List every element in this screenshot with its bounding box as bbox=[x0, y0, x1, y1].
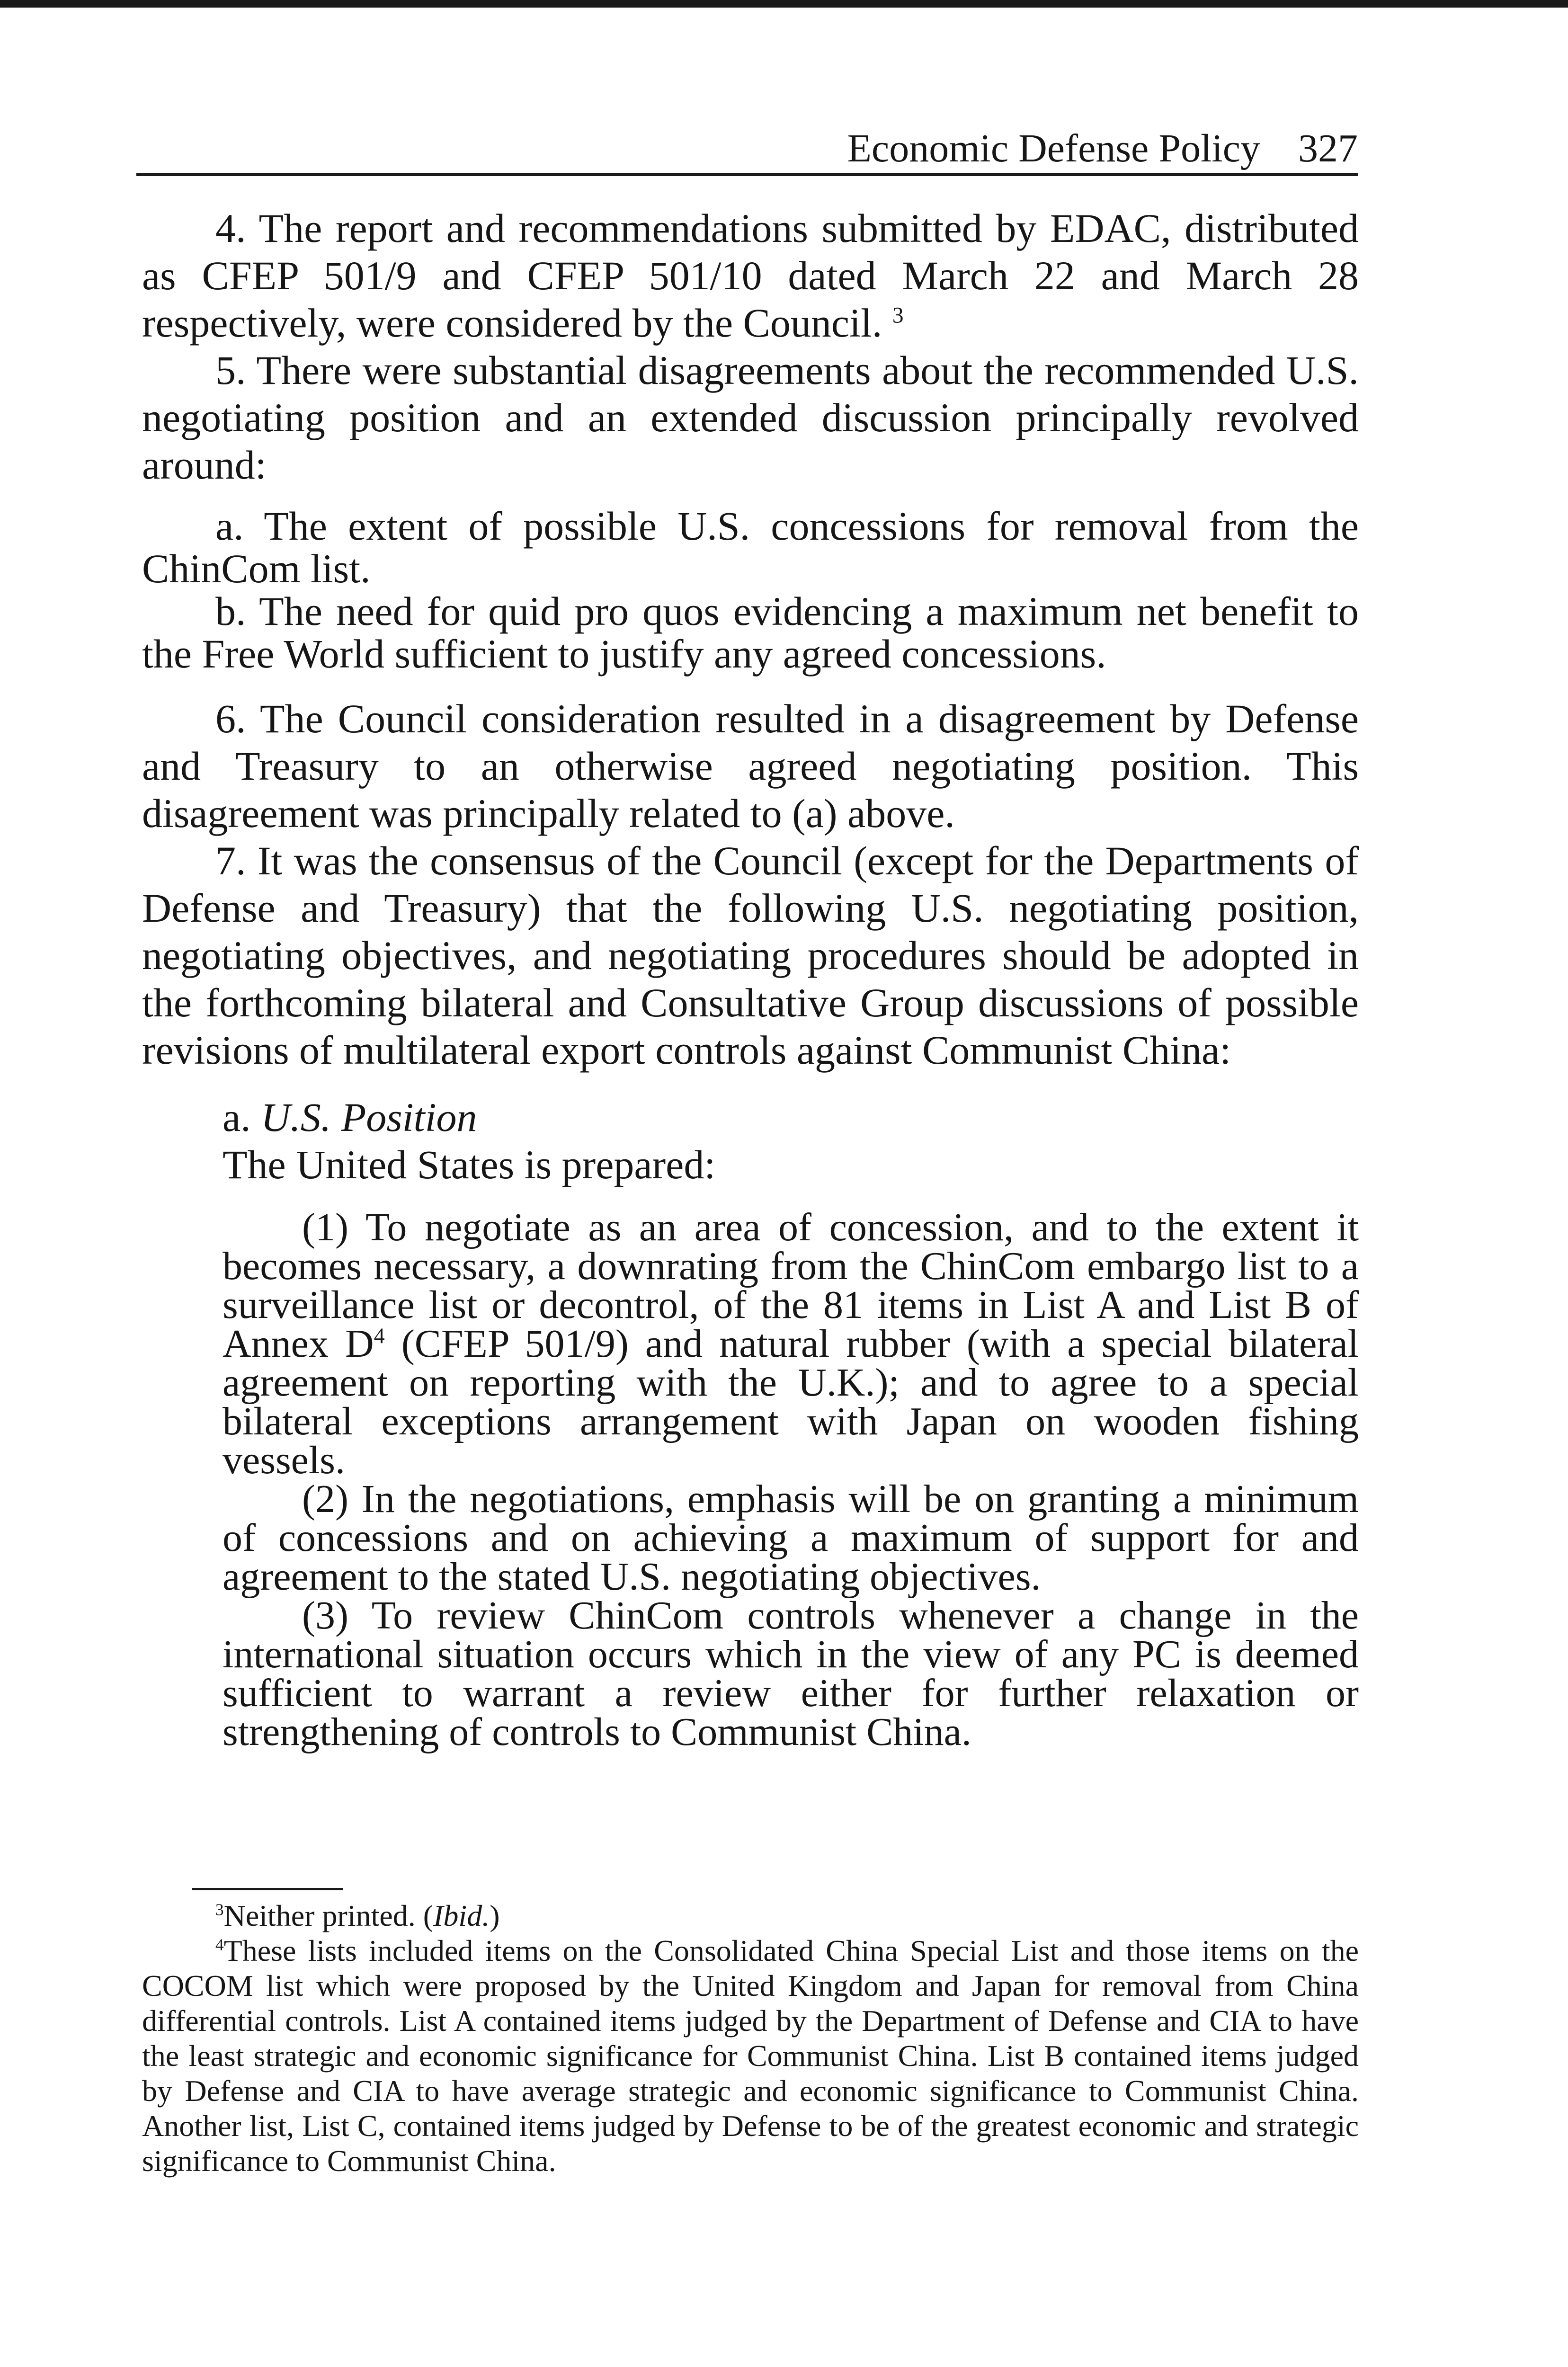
top-edge-rule bbox=[0, 0, 1568, 8]
running-title: Economic Defense Policy bbox=[847, 126, 1260, 170]
footnotes bbox=[142, 1898, 1359, 2179]
paragraph-5a: a. The extent of possible U.S. concessions for removal from the ChinCom list. bbox=[142, 503, 1359, 591]
position-item-2: (2) In the negotiations, emphasis will be on granting a minimum of concessions and on achieving a maximum of support for and agreement to the stated U.S. negotiating objectives. bbox=[223, 1477, 1359, 1599]
footnote-ref-3: 3 bbox=[892, 303, 904, 328]
section-heading-us-position: a. U.S. Position bbox=[223, 1095, 477, 1140]
position-item-1: (1) To negotiate as an area of concession, and to the extent it becomes necessary, a downrating from the ChinCom embargo list to a surveillance list or decontrol, of the 81 items in List A and List B of Annex $D^4$ (CFEP 501/9) and natural rubber (with a special bilateral agreement on reporting with the U.K.); and to agree to a special bilateral exceptions arrangement with Japan on wooden fishing vessels. bbox=[223, 1205, 1359, 1482]
footnote-3: $^3$Neither printed. (Ibid.) bbox=[215, 1899, 500, 1932]
running-header bbox=[136, 124, 1358, 176]
section-intro: The United States is prepared: bbox=[223, 1142, 716, 1187]
position-item-3: (3) To review ChinCom controls whenever a change in the international situation occurs which in the view of any PC is deemed sufficient to warrant a review either for further relaxation or strengthening of controls to Communist China. bbox=[223, 1593, 1359, 1754]
paragraph-4: 4. The report and recommendations submitted by EDAC, distributed as CFEP 501/9 and CFEP 501/10 dated March 22 and March 28 respectively, were considered by the Council. $^3$ bbox=[142, 205, 1359, 346]
footnote-ref-4: 4 bbox=[374, 1324, 385, 1348]
paragraph-7: 7. It was the consensus of the Council (except for the Departments of Defense and Treasury) that the following U.S. negotiating position, negotiating objectives, and negotiating procedures should be adopted in the forthcoming bilateral and Consultative Group discussions of possible revisions of multilateral export controls against Communist China: bbox=[142, 838, 1359, 1073]
paragraph-6: 6. The Council consideration resulted in a disagreement by Defense and Treasury to an otherwise agreed negotiating position. This disagreement was principally related to (a) above. bbox=[142, 696, 1359, 836]
page-number: 327 bbox=[1298, 126, 1358, 170]
paragraph-5b: b. The need for quid pro quos evidencing a maximum net benefit to the Free World sufficient to justify any agreed concessions. bbox=[142, 588, 1359, 676]
footnote-4: $^4$These lists included items on the Consolidated China Special List and those items on the COCOM list which were proposed by the United Kingdom and Japan for removal from China differential controls. List A contained items judged by the Department of Defense and CIA to have the least strategic and economic significance for Communist China. List B contained items judged by Defense and CIA to have average strategic and economic significance to Communist China. Another list, List C, contained items judged by Defense to be of the greatest economic and strategic significance to Communist China. bbox=[142, 1934, 1359, 2178]
paragraph-5: 5. There were substantial disagreements about the recommended U.S. negotiating position and an extended discussion principally revolved around: bbox=[142, 347, 1359, 488]
footnote-separator bbox=[192, 1888, 343, 1890]
body-text bbox=[142, 205, 1359, 1752]
